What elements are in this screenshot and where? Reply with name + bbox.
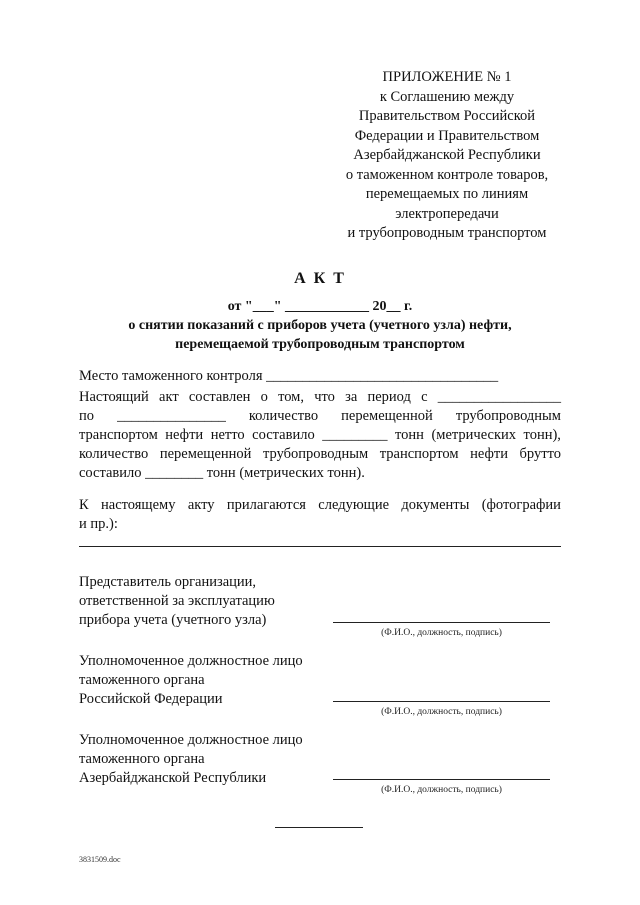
word: нетто <box>210 427 245 443</box>
net-quantity-line <box>79 426 561 445</box>
signatory-label: Уполномоченное должностное лицо <box>79 653 303 669</box>
word: нефти <box>165 427 204 443</box>
documents-fill-line <box>79 546 561 547</box>
word: брутто <box>519 446 561 462</box>
document-filename: 3831509.doc <box>79 855 121 864</box>
appendix-line: Федерации и Правительством <box>354 127 540 144</box>
word: количество <box>248 408 319 424</box>
appendix-line: о таможенном контроле товаров, <box>345 166 549 183</box>
appendix-title: ПРИЛОЖЕНИЕ № 1 <box>382 69 512 85</box>
signatory-label: Азербайджанской Республики <box>79 770 267 786</box>
word: прилагаются <box>226 497 306 513</box>
act-subject-line: о снятии показаний с приборов учета (учетного узла) нефти, <box>128 318 512 333</box>
word: тонн <box>395 427 424 443</box>
signature-line <box>333 779 550 780</box>
signatory-russia <box>79 652 339 709</box>
word: количество <box>79 446 149 462</box>
word: составлен <box>188 389 251 405</box>
word: период <box>367 389 411 405</box>
blank-field: _________ <box>322 427 388 443</box>
signature-line <box>333 622 550 623</box>
signatory-label: таможенного органа <box>79 672 205 688</box>
appendix-line: Азербайджанской Республики <box>353 147 541 163</box>
word: трубопроводным <box>455 408 561 424</box>
blank-field: _______________ <box>117 408 226 424</box>
appendix-line: Правительством Российской <box>358 108 536 124</box>
word: перемещенной <box>341 408 433 424</box>
period-line <box>79 388 561 407</box>
quantity-line <box>79 407 561 426</box>
signature-caption: (Ф.И.О., должность, подпись) <box>381 707 502 717</box>
place-of-control-line: Место таможенного контроля ________________________________ <box>79 368 499 384</box>
appendix-line: электропередачи <box>395 205 499 222</box>
signatory-label: Представитель организации, <box>79 574 257 590</box>
gross-quantity-line <box>79 445 561 464</box>
word: тонн), <box>523 427 561 443</box>
attached-documents-line <box>79 496 561 515</box>
act-title-block <box>60 270 580 354</box>
word: (метрических <box>431 427 517 443</box>
signatory-azerbaijan <box>79 731 339 788</box>
signature-caption: (Ф.И.О., должность, подпись) <box>381 785 502 795</box>
word: К <box>79 497 89 513</box>
signatory-label: ответственной за эксплуатацию <box>79 593 275 609</box>
word: следующие <box>318 497 390 513</box>
gross-total-line: составило ________ тонн (метрических тонн). <box>79 465 365 481</box>
act-subject-line: перемещаемой трубопроводным транспортом <box>175 337 465 352</box>
appendix-line: перемещаемых по линиям <box>365 186 529 202</box>
word: за <box>345 389 358 405</box>
appendix-line: и трубопроводным транспортом <box>347 225 547 241</box>
word: (фотографии <box>481 497 561 513</box>
act-title: А К Т <box>294 270 346 287</box>
word: по <box>79 408 95 424</box>
signatory-label: прибора учета (учетного узла) <box>79 612 267 628</box>
signatory-label: Уполномоченное должностное лицо <box>79 732 303 748</box>
word: нефти <box>470 446 508 462</box>
word: что <box>314 389 335 405</box>
word: настоящему <box>101 497 176 513</box>
word: Настоящий <box>79 389 149 405</box>
attached-documents-line-2: и пр.): <box>79 516 118 532</box>
signatory-label: таможенного органа <box>79 751 205 767</box>
word: о <box>260 389 268 405</box>
word: трубопроводным <box>263 446 369 462</box>
word: акту <box>187 497 215 513</box>
word: акт <box>159 389 179 405</box>
word: составило <box>252 427 315 443</box>
signatory-label: Российской Федерации <box>79 691 223 707</box>
signature-caption: (Ф.И.О., должность, подпись) <box>381 628 502 638</box>
appendix-line: к Соглашению между <box>379 88 515 105</box>
word: с <box>421 389 428 405</box>
word: документы <box>401 497 470 513</box>
signatory-organization <box>79 573 339 630</box>
act-date-line: от "___" ____________ 20__ г. <box>227 299 413 314</box>
word: том, <box>278 389 304 405</box>
word: перемещенной <box>159 446 252 462</box>
word: транспортом <box>79 427 158 443</box>
blank-field: _________________ <box>437 389 561 405</box>
word: транспортом <box>379 446 459 462</box>
appendix-header <box>300 68 594 244</box>
end-of-document-rule <box>275 827 363 828</box>
signature-line <box>333 701 550 702</box>
